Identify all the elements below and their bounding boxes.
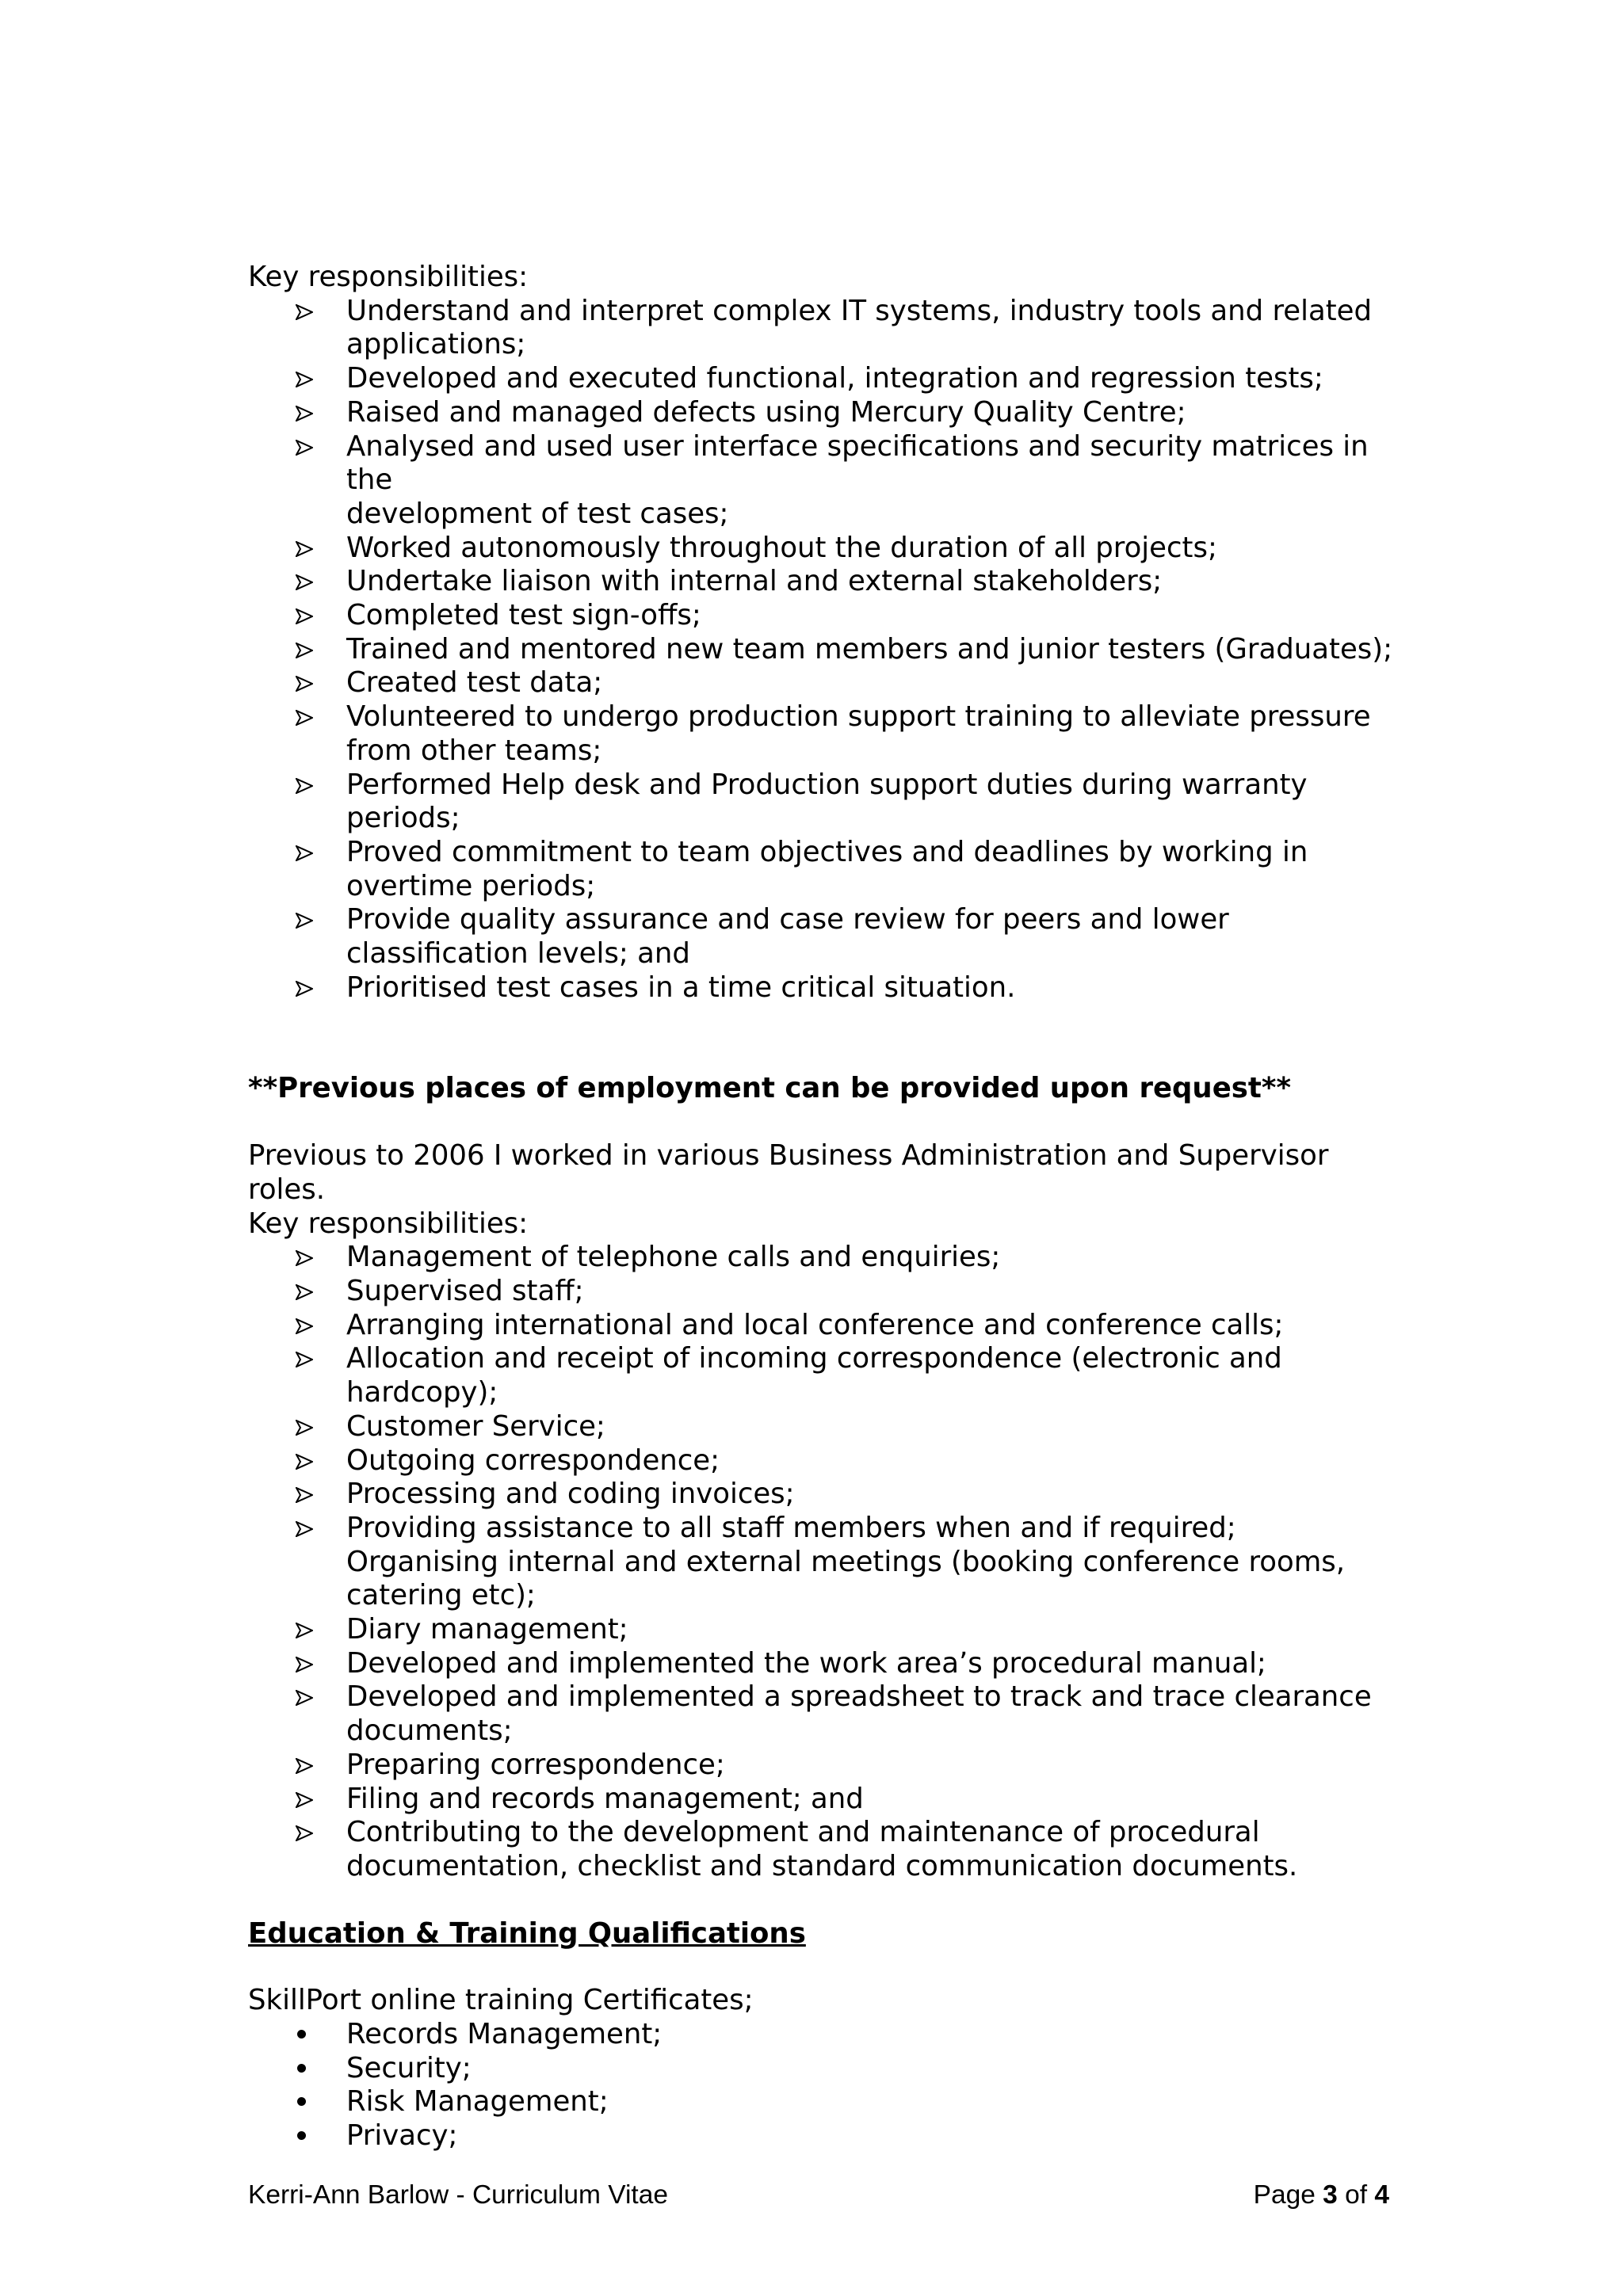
bullet-dot-icon bbox=[297, 2097, 306, 2106]
education-heading: Education & Training Qualifications bbox=[248, 1917, 806, 1950]
list-item: Management of telephone calls and enquiries; bbox=[248, 1241, 1421, 1275]
list-item: Processing and coding invoices; bbox=[248, 1478, 1421, 1512]
list-item: Developed and executed functional, integration and regression tests; bbox=[248, 362, 1421, 396]
document-body bbox=[248, 261, 1421, 2153]
list-item-continuation: hardcopy); bbox=[346, 1376, 498, 1409]
list-item: Undertake liaison with internal and external stakeholders; bbox=[248, 565, 1421, 599]
list-item: Diary management; bbox=[248, 1613, 1421, 1647]
list-item: Completed test sign-offs; bbox=[248, 599, 1421, 633]
certificates-list bbox=[248, 2018, 1421, 2153]
key-responsibilities-label: Key responsibilities: bbox=[248, 1207, 529, 1240]
list-item-continuation: classification levels; and bbox=[346, 937, 690, 971]
page-number: Page 3 of 4 bbox=[1253, 2180, 1389, 2210]
key-responsibilities-label: Key responsibilities: bbox=[248, 261, 529, 293]
responsibilities-list-1 bbox=[248, 295, 1421, 1005]
list-item: Outgoing correspondence; bbox=[248, 1444, 1421, 1478]
list-item-continuation: documents; bbox=[346, 1714, 513, 1748]
footer-author: Kerri-Ann Barlow - Curriculum Vitae bbox=[248, 2180, 668, 2210]
list-item-continuation: development of test cases; bbox=[346, 497, 729, 530]
list-item: Preparing correspondence; bbox=[248, 1749, 1421, 1783]
list-item: Volunteered to undergo production support training to alleviate pressure bbox=[248, 700, 1421, 734]
list-item: Allocation and receipt of incoming correspondence (electronic and bbox=[248, 1342, 1421, 1376]
list-item: Records Management; bbox=[248, 2018, 1421, 2052]
list-item: Filing and records management; and bbox=[248, 1783, 1421, 1817]
previous-employment-note: **Previous places of employment can be provided upon request** bbox=[248, 1072, 1292, 1105]
list-item: Proved commitment to team objectives and deadlines by working in bbox=[248, 836, 1421, 870]
list-item: Arranging international and local conference and conference calls; bbox=[248, 1309, 1421, 1343]
list-item: Raised and managed defects using Mercury Quality Centre; bbox=[248, 396, 1421, 430]
list-item: Understand and interpret complex IT systems, industry tools and related bbox=[248, 295, 1421, 329]
list-item: Risk Management; bbox=[248, 2085, 1421, 2119]
list-item: Developed and implemented the work area’s procedural manual; bbox=[248, 1647, 1421, 1681]
list-item-continuation: catering etc); bbox=[346, 1579, 536, 1612]
list-item: Analysed and used user interface specifications and security matrices in the bbox=[248, 430, 1421, 498]
list-item-continuation: overtime periods; bbox=[346, 869, 596, 902]
bullet-dot-icon bbox=[297, 2030, 306, 2039]
list-item-continuation: from other teams; bbox=[346, 734, 602, 767]
list-item: Customer Service; bbox=[248, 1410, 1421, 1444]
list-item: Contributing to the development and maintenance of procedural bbox=[248, 1816, 1421, 1850]
bullet-dot-icon bbox=[297, 2131, 306, 2140]
list-item-continuation: documentation, checklist and standard communication documents. bbox=[346, 1849, 1298, 1882]
list-item-continuation: Organising internal and external meetings (booking conference rooms, bbox=[346, 1545, 1346, 1578]
education-intro: SkillPort online training Certificates; bbox=[248, 1984, 754, 2017]
previous-roles-intro: Previous to 2006 I worked in various Business Administration and Supervisor bbox=[248, 1139, 1329, 1173]
bullet-dot-icon bbox=[297, 2064, 306, 2073]
list-item: Developed and implemented a spreadsheet to track and trace clearance bbox=[248, 1680, 1421, 1714]
responsibilities-list-2 bbox=[248, 1241, 1421, 1883]
list-item: Provide quality assurance and case review for peers and lower bbox=[248, 903, 1421, 937]
list-item: Trained and mentored new team members and junior testers (Graduates); bbox=[248, 633, 1421, 667]
page-footer bbox=[248, 2180, 1389, 2215]
list-item: Providing assistance to all staff members when and if required; bbox=[248, 1512, 1421, 1546]
list-item: Privacy; bbox=[248, 2119, 1421, 2153]
list-item: Performed Help desk and Production support duties during warranty periods; bbox=[248, 769, 1421, 836]
list-item: Prioritised test cases in a time critical situation. bbox=[248, 971, 1421, 1005]
list-item-continuation: applications; bbox=[346, 328, 526, 361]
list-item: Worked autonomously throughout the duration of all projects; bbox=[248, 532, 1421, 566]
previous-roles-intro-cont: roles. bbox=[248, 1173, 326, 1206]
list-item: Created test data; bbox=[248, 666, 1421, 700]
list-item: Security; bbox=[248, 2052, 1421, 2086]
list-item: Supervised staff; bbox=[248, 1275, 1421, 1309]
